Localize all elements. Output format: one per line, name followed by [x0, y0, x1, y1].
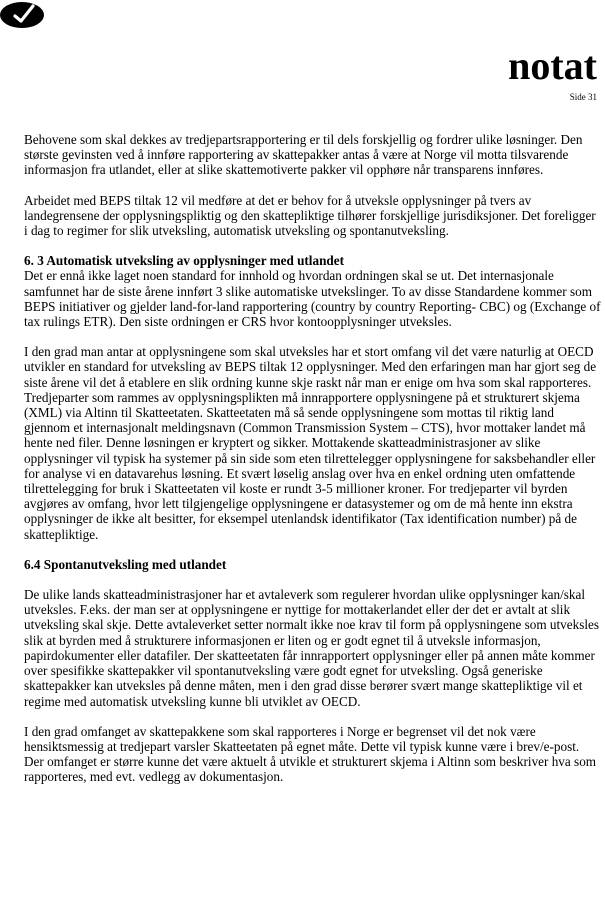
page-number: Side 31	[569, 92, 597, 102]
logo-icon	[0, 0, 46, 30]
paragraph-6: I den grad omfanget av skattepakkene som skal rapporteres i Norge er begrenset vil det nok være hensiktsmessig at tredjepart varsler Skatteetaten på egnet måte. Dette vil typisk kunne være i brev/e-post. Der omfanget er større kunne det være aktuelt å utvikle et strukturert skjema i Altinn som beskriver hva som rapporteres, med evt. vedlegg av dokumentasjon.	[24, 723, 597, 785]
section-heading-6-3: 6. 3 Automatisk utveksling av opplysninger med utlandet	[24, 253, 344, 269]
paragraph-1: Behovene som skal dekkes av tredjepartsrapportering er til dels forskjellig og fordrer ulike løsninger. Den største gevinsten ved å innføre rapportering av skattepakker antas å være at Norge vil motta tilsvarende informasjon fra utlandet, eller at slike skattemotiverte pakker vil opphøre når transparens innføres.	[24, 132, 583, 178]
paragraph-2: Arbeidet med BEPS tiltak 12 vil medføre at det er behov for å utveksle opplysninger på tvers av landegrensene der opplysningspliktig og den skattepliktige tilhører forskjellige jurisdiksjoner. Det foreligger i dag to regimer for slik utveksling, automatisk utveksling og spontanutveksling.	[24, 192, 596, 239]
document-title: notat	[508, 43, 597, 88]
document-body	[24, 132, 602, 785]
paragraph-4: I den grad man antar at opplysningene som skal utveksles har et stort omfang vil det være naturlig at OECD utvikler en standard for utveksling av BEPS tiltak 12 opplysninger. Med den erfaringen man har gjort seg de siste årene vil det å etablere en slik ordning kunne skje raskt når man er enige om hva som skal rapporteres. Tredjeparter som rammes av opplysningsplikten må innrapportere opplysningene på et strukturert skjema (XML) via Altinn til Skatteetaten. Skatteetaten må så sende opplysningene som mottas til riktig land gjennom et internasjonalt meldingsnavn (Common Transmission System – CTS), hvor mottaker landet må hente ned filer. Denne løsningen er kryptert og sikker. Mottakende skatteadministrasjoner av slike opplysninger vil typisk ha systemer på sin side som eten tilrettelegger opplysningene for saksbehandler eller for analyse vi en datavarehus løsning. Et svært løselig anslag over hva en enkel ordning uten omfattende tilrettelegging for bruk i Skatteetaten vil koste er rundt 3-5 millioner kroner. For tredjeparter vil byrden avgjøres av omfang, hvor lett tilgjengelige opplysningene er datasystemer og om de må hente inn ekstra opplysninger de ikke alt besitter, for eksempel utenlandsk identifikator (Tax identification number) på de skattepliktige.	[24, 344, 597, 542]
paragraph-5: De ulike lands skatteadministrasjoner har et avtaleverk som regulerer hvordan ulike opplysninger kan/skal utveksles. F.eks. der man ser at opplysningene er nyttige for mottakerlandet eller der det er avtalt at slik utveksling skal skje. Dette avtaleverket setter normalt ikke noe krav til form på opplysningene som utveksles slik at byrden med å strukturere informasjonen er liten og er godt egnet til å utveksle informasjon, papirdokumenter eller datafiler. Der skatteetaten får innrapportert opplysninger eller på annen måte kommer over spesifikke skattepakker vil spontanutveksling være godt egnet for utveksling. Også generiske skattepakker kan utveksles på denne måten, men i den grad disse berører svært mange skattepliktige vil et regime med automatisk utveksling kunne bli utviklet av OECD.	[24, 587, 599, 709]
paragraph-3: Det er ennå ikke laget noen standard for innhold og hvordan ordningen skal se ut. Det internasjonale samfunnet har de siste årene innført 3 slike automatiske utvekslinger. To av disse Standardene kommer som BEPS initiativer og gjelder land-for-land rapportering (country by country Reporting- CBC) og (Exchange of tax rulings ETR). Den siste ordningen er CRS hvor kontoopplysninger utveksles.	[24, 268, 601, 330]
section-heading-6-4: 6.4 Spontanutveksling med utlandet	[24, 556, 227, 572]
